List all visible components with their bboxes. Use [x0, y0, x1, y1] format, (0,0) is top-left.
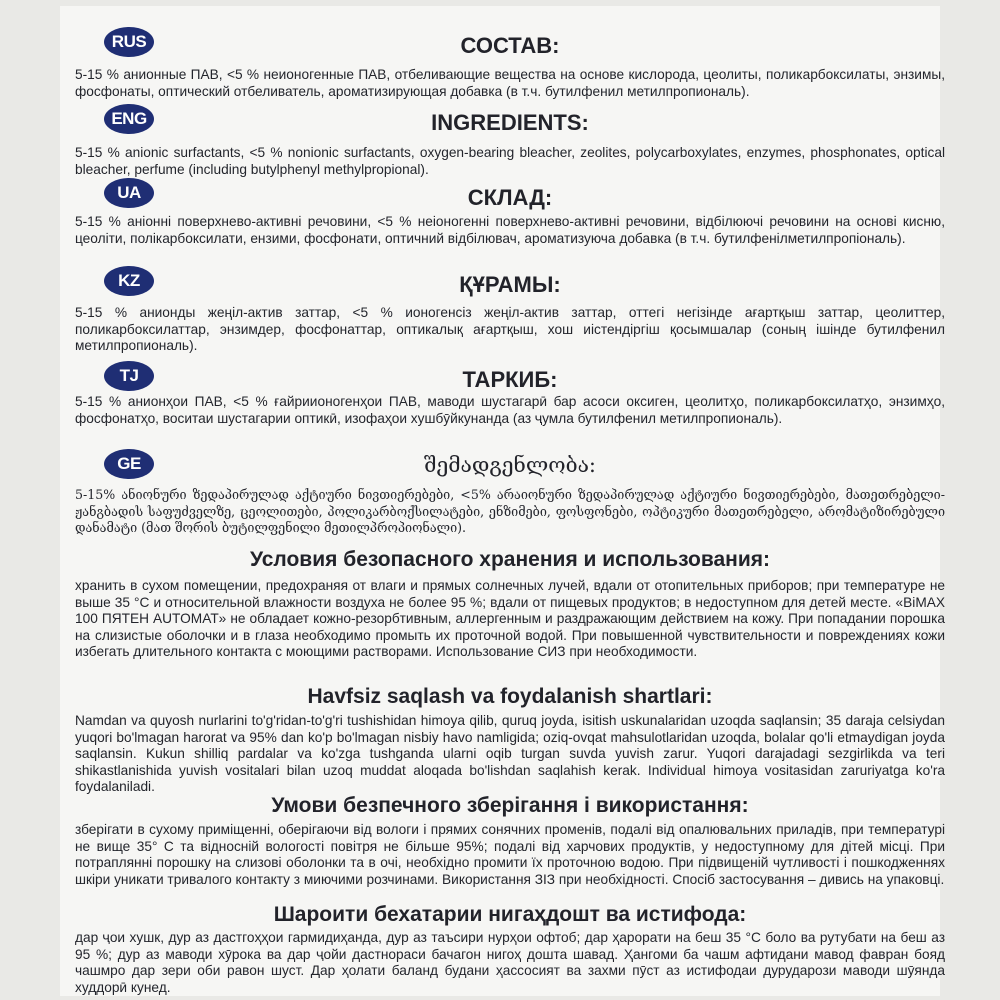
- storage-heading-uz: Havfsiz saqlash va foydalanish shartlari:: [307, 685, 713, 708]
- section-heading-ge: შემადგენლობა:: [423, 453, 597, 477]
- language-badge-eng: ENG: [104, 104, 154, 134]
- section-text-ua: 5-15 % аніонні поверхнево-активні речовини, <5 % неіоногенні поверхнево-активні речовини, відбілюючі речовини на основі кисню, цеоліти, полікарбоксилати, ензими, фосфонати, оптичний відбілювач, ароматизуюча добавка (в т.ч. бутилфенілметилпропіональ).: [75, 214, 945, 246]
- section-heading-eng: INGREDIENTS:: [431, 110, 589, 135]
- section-heading-rus: СОСТАВ:: [460, 33, 560, 58]
- storage-text-tj: дар ҷои хушк, дур аз дастгоҳҳои гармидиҳанда, дур аз таъсири нурҳои офтоб; дар ҳарорати на беш 35 °С боло ва рутубати на беш аз 95 %; дур аз маводи хӯрока ва дар ҷойи дастнораси бачагон нигоҳ дошта шавад. Ҳангоми ба чашм афтидани мавод фавран бояд чашмро дар зери оби равон шуст. Дар ҳолати баланд будани ҳассосият ва захми пӯст аз истифодаи дурударози маводи шӯянда худдорӣ кунед.: [75, 930, 945, 995]
- storage-text-ru: хранить в сухом помещении, предохраняя от влаги и прямых солнечных лучей, вдали от отопительных приборов; при температуре не выше 35 °С и относительной влажности воздуха не более 95 %; вдали от пищевых продуктов; в недоступном для детей месте. «BiMAX 100 ПЯТЕН AUTOMAT» не обладает кожно-резорбтивным, аллергенным и раздражающим действием на кожу. При попадании порошка на слизистые оболочки и в глаза необходимо промыть их проточной водой. При повышенной чувствительности и повреждениях кожи избегать длительного контакта с моющими растворами. Использование СИЗ при необходимости.: [75, 578, 945, 660]
- language-badge-ge: GE: [104, 449, 154, 479]
- section-heading-ua: СКЛАД:: [467, 185, 553, 210]
- section-text-kz: 5-15 % анионды жеңіл-актив заттар, <5 % ионогенсіз жеңіл-актив заттар, оттегі негізінде ағартқыш заттар, цеолиттер, поликарбоксилаттар, энзимдер, фосфонаттар, оптикалық ағартқыш, хош иістендіргіш қосымшалар (соның ішінде бутилфенил метилпропиональ).: [75, 305, 945, 354]
- section-text-ge: 5-15% ანიონური ზედაპირულად აქტიური ნივთიერებები, <5% არაიონური ზედაპირულად აქტიური ნივთიერებები, მათეთრებელი-ჟანგბადის საფუძველზე, ცეოლითები, პოლიკარბოქსილატები, ენზიმები, ფოსფონები, ოპტიკური მათეთრებელი, არომატიზირებული დანამატი (მათ შორის ბუტილფენილი მეთილპროპიონალი).: [75, 487, 945, 535]
- language-badge-ua: UA: [104, 178, 154, 208]
- section-heading-kz: ҚҰРАМЫ:: [459, 272, 561, 297]
- storage-text-uz: Namdan va quyosh nurlarini to'g'ridan-to'g'ri tushishidan himoya qilib, quruq joyda, isitish uskunalaridan uzoqda saqlansin; 35 daraja celsiydan yuqori bo'lmagan harorat va 95% dan ko'p bo'lmagan nisbiy havo namligida; oziq-ovqat mahsulotlaridan uzoqda, bolalar qo'li etmaydigan joyda saqlansin. Kukun shilliq pardalar va ko'zga tushganda ularni oqib turgan suvda yuvish zarur. Yuqori darajadagi sezgirlikda va teri shikastlanishida yuvish vositalari bilan uzoq muddat aloqada bo'lishdan saqlahish kerak. Individual himoya vositasidan zaruriyatga ko'ra foydalaniladi.: [75, 713, 945, 795]
- storage-heading-tj: Шароити бехатарии нигаҳдошт ва истифода:: [273, 903, 747, 926]
- storage-text-ua: зберігати в сухому приміщенні, оберігаючи від вологи і прямих сонячних променів, подалі від опалювальних приладів, при температурі не вище 35° С та відносній вологості повітря не більше 95%; подалі від харчових продуктів, у недоступному для дітей місці. При потраплянні порошку на слизові оболонки та в очі, необхідно промити їх проточною водою. При підвищеній чутливості і пошкодженнях шкіри уникати тривалого контакту з миючими розчинами. Використання ЗІЗ при необхідності. Спосіб застосування – дивись на упаковці.: [75, 822, 945, 887]
- section-text-rus: 5-15 % анионные ПАВ, <5 % неионогенные ПАВ, отбеливающие вещества на основе кислорода, цеолиты, поликарбоксилаты, энзимы, фосфонаты, оптический отбеливатель, ароматизирующая добавка (в т.ч. бутилфенил метилпропиональ).: [75, 67, 945, 99]
- storage-heading-ua: Умови безпечного зберігання і використання:: [271, 794, 749, 817]
- language-badge-tj: TJ: [104, 361, 154, 391]
- language-badge-kz: KZ: [104, 266, 154, 296]
- section-heading-tj: ТАРКИБ:: [462, 367, 558, 392]
- section-text-tj: 5-15 % анионҳои ПАВ, <5 % ғайриионогенҳои ПАВ, маводи шустагарӣ бар асоси оксиген, цеолитҳо, поликарбоксилатҳо, энзимҳо, фосфонатҳо, воситаи шустагарии оптикӣ, изофаҳои хушбӯйкунанда (аз ҷумла бутилфенил метилпропиональ).: [75, 394, 945, 426]
- section-text-eng: 5-15 % anionic surfactants, <5 % nonionic surfactants, oxygen-bearing bleacher, zeolites, polycarboxylates, enzymes, phosphonates, optical bleacher, perfume (including butylphenyl methylpropional).: [75, 145, 945, 177]
- language-badge-rus: RUS: [104, 27, 154, 57]
- storage-heading-ru: Условия безопасного хранения и использования:: [250, 548, 770, 571]
